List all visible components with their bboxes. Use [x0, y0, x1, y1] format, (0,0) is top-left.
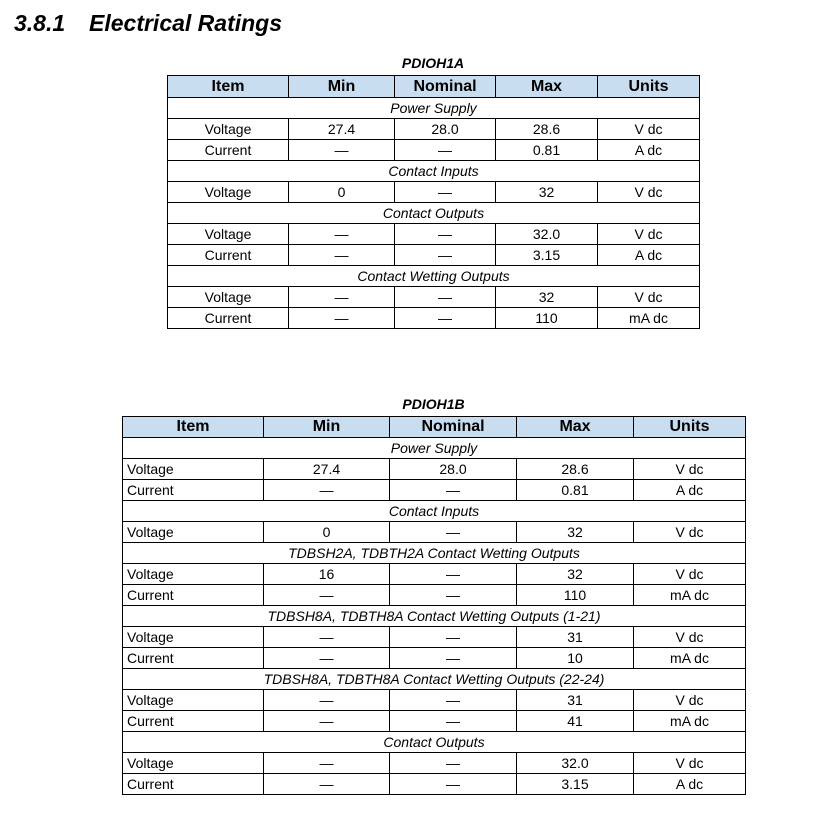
- cell-min: —: [289, 224, 395, 245]
- cell-item: Voltage: [123, 690, 264, 711]
- group-row: [123, 501, 746, 522]
- table-row: [123, 711, 746, 732]
- cell-nominal: 28.0: [390, 459, 517, 480]
- cell-units: A dc: [598, 245, 700, 266]
- cell-min: 0: [289, 182, 395, 203]
- group-label: Contact Inputs: [168, 161, 700, 182]
- cell-max: 10: [517, 648, 634, 669]
- group-row: [123, 669, 746, 690]
- cell-units: V dc: [598, 287, 700, 308]
- cell-min: —: [264, 627, 390, 648]
- cell-units: A dc: [634, 774, 746, 795]
- cell-nominal: —: [390, 690, 517, 711]
- cell-item: Current: [123, 711, 264, 732]
- cell-max: 41: [517, 711, 634, 732]
- cell-nominal: —: [390, 753, 517, 774]
- table-row: [123, 459, 746, 480]
- cell-min: 27.4: [289, 119, 395, 140]
- cell-item: Current: [168, 308, 289, 329]
- column-header-item: Item: [168, 76, 289, 98]
- column-header-min: Min: [289, 76, 395, 98]
- cell-max: 3.15: [517, 774, 634, 795]
- table-caption-pdioh1a: PDIOH1A: [401, 55, 465, 71]
- cell-units: mA dc: [634, 648, 746, 669]
- group-row: [168, 161, 700, 182]
- cell-units: mA dc: [598, 308, 700, 329]
- table-row: [168, 140, 700, 161]
- cell-item: Current: [123, 585, 264, 606]
- cell-nominal: —: [395, 224, 496, 245]
- ratings-table-pdioh1a: [167, 75, 700, 329]
- group-label: Power Supply: [123, 438, 746, 459]
- header-row: [123, 417, 746, 438]
- group-label: TDBSH8A, TDBTH8A Contact Wetting Outputs (1-21): [123, 606, 746, 627]
- cell-min: —: [289, 140, 395, 161]
- section-title: Electrical Ratings: [89, 10, 283, 36]
- group-row: [168, 203, 700, 224]
- cell-max: 28.6: [517, 459, 634, 480]
- table-row: [123, 690, 746, 711]
- cell-nominal: —: [395, 140, 496, 161]
- cell-item: Voltage: [123, 753, 264, 774]
- cell-nominal: —: [390, 585, 517, 606]
- column-header-units: Units: [634, 417, 746, 438]
- column-header-units: Units: [598, 76, 700, 98]
- ratings-table-pdioh1b: [122, 416, 746, 795]
- table-row: [168, 182, 700, 203]
- cell-item: Voltage: [168, 224, 289, 245]
- table-row: [123, 564, 746, 585]
- cell-nominal: —: [390, 711, 517, 732]
- column-header-min: Min: [264, 417, 390, 438]
- table-row: [123, 648, 746, 669]
- cell-item: Voltage: [168, 119, 289, 140]
- cell-item: Voltage: [168, 182, 289, 203]
- cell-min: 16: [264, 564, 390, 585]
- cell-nominal: 28.0: [395, 119, 496, 140]
- table-row: [168, 224, 700, 245]
- cell-units: V dc: [634, 564, 746, 585]
- cell-max: 0.81: [496, 140, 598, 161]
- table-row: [168, 287, 700, 308]
- cell-nominal: —: [390, 564, 517, 585]
- cell-max: 110: [496, 308, 598, 329]
- header-row: [168, 76, 700, 98]
- group-label: Power Supply: [168, 98, 700, 119]
- cell-item: Current: [123, 648, 264, 669]
- cell-units: A dc: [598, 140, 700, 161]
- group-row: [123, 438, 746, 459]
- cell-max: 0.81: [517, 480, 634, 501]
- group-label: TDBSH2A, TDBTH2A Contact Wetting Outputs: [123, 543, 746, 564]
- cell-units: A dc: [634, 480, 746, 501]
- cell-nominal: —: [390, 627, 517, 648]
- cell-nominal: —: [390, 480, 517, 501]
- cell-item: Voltage: [123, 459, 264, 480]
- table-row: [123, 522, 746, 543]
- cell-item: Voltage: [123, 522, 264, 543]
- cell-nominal: —: [395, 182, 496, 203]
- cell-item: Current: [123, 774, 264, 795]
- cell-units: V dc: [634, 459, 746, 480]
- cell-min: —: [264, 648, 390, 669]
- group-label: Contact Wetting Outputs: [168, 266, 700, 287]
- group-label: Contact Outputs: [168, 203, 700, 224]
- group-row: [168, 98, 700, 119]
- cell-nominal: —: [395, 308, 496, 329]
- cell-item: Voltage: [123, 564, 264, 585]
- table-row: [123, 480, 746, 501]
- cell-units: V dc: [598, 224, 700, 245]
- cell-item: Voltage: [123, 627, 264, 648]
- table-row: [123, 774, 746, 795]
- table-row: [168, 245, 700, 266]
- section-heading: [14, 10, 282, 37]
- cell-min: —: [264, 774, 390, 795]
- cell-max: 32.0: [496, 224, 598, 245]
- cell-min: —: [264, 585, 390, 606]
- cell-max: 31: [517, 690, 634, 711]
- cell-units: V dc: [634, 522, 746, 543]
- group-label: Contact Outputs: [123, 732, 746, 753]
- table-row: [123, 585, 746, 606]
- cell-units: mA dc: [634, 711, 746, 732]
- group-row: [168, 266, 700, 287]
- section-number: 3.8.1: [14, 10, 66, 36]
- group-label: Contact Inputs: [123, 501, 746, 522]
- cell-min: —: [264, 480, 390, 501]
- column-header-max: Max: [496, 76, 598, 98]
- cell-max: 31: [517, 627, 634, 648]
- cell-max: 110: [517, 585, 634, 606]
- cell-max: 32: [496, 287, 598, 308]
- cell-units: V dc: [634, 627, 746, 648]
- cell-units: V dc: [598, 182, 700, 203]
- cell-units: V dc: [598, 119, 700, 140]
- cell-nominal: —: [395, 287, 496, 308]
- cell-nominal: —: [390, 522, 517, 543]
- cell-max: 32: [517, 564, 634, 585]
- group-row: [123, 732, 746, 753]
- table-row: [168, 308, 700, 329]
- cell-min: 27.4: [264, 459, 390, 480]
- table-row: [123, 627, 746, 648]
- cell-item: Current: [168, 245, 289, 266]
- cell-nominal: —: [390, 648, 517, 669]
- cell-min: —: [264, 753, 390, 774]
- cell-min: 0: [264, 522, 390, 543]
- cell-item: Voltage: [168, 287, 289, 308]
- column-header-item: Item: [123, 417, 264, 438]
- group-row: [123, 543, 746, 564]
- group-row: [123, 606, 746, 627]
- cell-max: 3.15: [496, 245, 598, 266]
- cell-max: 32: [496, 182, 598, 203]
- cell-item: Current: [168, 140, 289, 161]
- column-header-nominal: Nominal: [395, 76, 496, 98]
- cell-nominal: —: [395, 245, 496, 266]
- cell-min: —: [289, 308, 395, 329]
- cell-units: V dc: [634, 690, 746, 711]
- table-row: [168, 119, 700, 140]
- cell-min: —: [289, 287, 395, 308]
- cell-min: —: [264, 690, 390, 711]
- cell-nominal: —: [390, 774, 517, 795]
- cell-max: 32.0: [517, 753, 634, 774]
- cell-units: V dc: [634, 753, 746, 774]
- table-caption-pdioh1b: PDIOH1B: [402, 396, 465, 412]
- cell-max: 28.6: [496, 119, 598, 140]
- column-header-nominal: Nominal: [390, 417, 517, 438]
- cell-units: mA dc: [634, 585, 746, 606]
- table-row: [123, 753, 746, 774]
- cell-min: —: [289, 245, 395, 266]
- cell-max: 32: [517, 522, 634, 543]
- column-header-max: Max: [517, 417, 634, 438]
- cell-item: Current: [123, 480, 264, 501]
- group-label: TDBSH8A, TDBTH8A Contact Wetting Outputs (22-24): [123, 669, 746, 690]
- cell-min: —: [264, 711, 390, 732]
